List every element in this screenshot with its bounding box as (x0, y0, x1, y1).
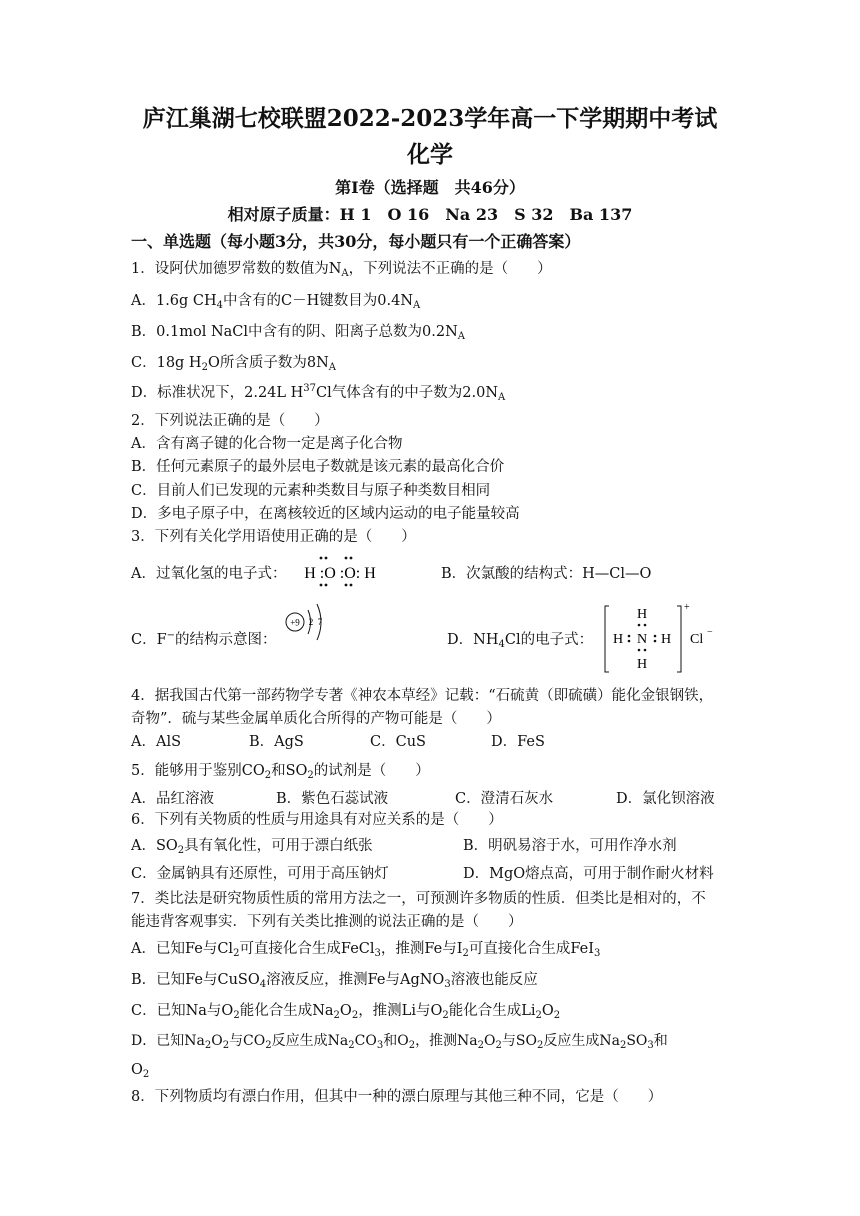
shell2-electrons: 7 (317, 617, 323, 627)
nucleus-charge: +9 (290, 617, 300, 628)
q5-stem: 5．能够用于鉴别$CO_2$和$SO_2$的试剂是（ ） (131, 763, 430, 781)
ammonium-charge: + (684, 602, 690, 613)
q3-option-c: C．F−的结构示意图： (131, 630, 277, 648)
q2-option-b: B．任何元素原子的最外层电子数就是该元素的最高化合价 (131, 459, 505, 475)
q3-option-b: B．次氯酸的结构式：H—Cl—O (441, 566, 652, 582)
q2-option-d: D．多电子原子中，在离核较近的区域内运动的电子能量较高 (131, 506, 520, 522)
q5-option-c: C．澄清石灰水 (455, 791, 554, 807)
q7-stem-line2: 能违背客观事实．下列有关类比推测的说法正确的是（ ） (131, 914, 523, 930)
chloride-charge: − (707, 627, 713, 638)
q7-option-c: C．已知Na与$O_2$能化合生成$Na_2O_2$，推测Li与$O_2$能化合生成$Li_2O_2$ (131, 1003, 561, 1021)
chloride-ion: Cl (690, 632, 704, 647)
q3-stem: 3．下列有关化学用语使用正确的是（ ） (131, 529, 416, 545)
q6-option-a: A．$SO_2$具有氧化性，可用于漂白纸张 (131, 838, 373, 856)
q2-option-a: A．含有离子键的化合物一定是离子化合物 (131, 436, 403, 452)
q5-option-b: B．紫色石蕊试液 (276, 791, 389, 807)
q1-option-c: C．18g $H_2O$所含质子数为$8N_A$ (131, 355, 337, 373)
nh4-n: N (636, 632, 648, 647)
nh4cl-electron-formula (600, 600, 725, 682)
q4-stem-line1: 4．据我国古代第一部药物学专著《神农本草经》记载：“石硫黄（即硫磺）能化金银钢铁， (131, 688, 714, 704)
q1-option-a: A．1.6g $CH_4$中含有的C－H键数目为$0.4N_A$ (131, 293, 421, 311)
h2o2-formula-text: H :O :O: H (304, 565, 376, 582)
section-heading: 一、单选题（每小题3分，共30分，每小题只有一个正确答案） (131, 232, 581, 251)
subject-title: 化学 (407, 141, 453, 168)
q5-option-a: A．品红溶液 (131, 791, 214, 807)
q6-stem: 6．下列有关物质的性质与用途具有对应关系的是（ ） (131, 812, 503, 828)
exam-title: 庐江巢湖七校联盟2022-2023学年高一下学期期中考试 (142, 105, 718, 132)
nh4-h-left: H (612, 632, 624, 647)
atomic-masses: 相对原子质量：H 1 O 16 Na 23 S 32 Ba 137 (227, 205, 633, 224)
q2-stem: 2．下列说法正确的是（ ） (131, 413, 329, 429)
q6-option-c: C．金属钠具有还原性，可用于高压钠灯 (131, 866, 389, 882)
nh4-h-top: H (636, 607, 648, 622)
q8-stem: 8．下列物质均有漂白作用，但其中一种的漂白原理与其他三种不同，它是（ ） (131, 1089, 663, 1105)
q4-stem-line2: 奇物”．硫与某些金属单质化合所得的产物可能是（ ） (131, 711, 501, 727)
q2-option-c: C．目前人们已发现的元素种类数目与原子种类数目相同 (131, 483, 491, 499)
q6-option-d: D．MgO熔点高，可用于制作耐火材料 (463, 866, 714, 882)
q1-option-d: D．标准状况下，2.24L $H^{37}Cl$气体含有的中子数为$2.0N_A$ (131, 383, 506, 403)
q4-option-d: D．FeS (491, 734, 545, 750)
q7-option-b: B．已知Fe与CuSO$_4$溶液反应，推测Fe与AgNO$_3$溶液也能反应 (131, 972, 538, 990)
q4-option-a: A．AlS (131, 734, 182, 750)
q1-stem: 1．设阿伏加德罗常数的数值为$N_A$，下列说法不正确的是（ ） (131, 261, 552, 279)
q7-option-d-cont: $O_2$ (131, 1062, 150, 1080)
q7-option-a: A．已知Fe与$Cl_2$可直接化合生成FeCl$_3$，推测Fe与$I_2$可直接化合生成FeI$_3$ (131, 941, 601, 959)
q1-option-b: B．0.1mol NaCl中含有的阴、阳离子总数为$0.2N_A$ (131, 324, 465, 342)
q7-option-d: D．已知$Na_2O_2$与$CO_2$反应生成$Na_2CO_3$和$O_2$，推测$Na_2O_2$与$SO_2$反应生成$Na_2SO_3$和 (131, 1033, 668, 1051)
h2o2-electron-formula (290, 552, 390, 596)
nh4-h-right: H (660, 632, 672, 647)
q4-option-b: B．AgS (249, 734, 304, 750)
q4-option-c: C．CuS (370, 734, 426, 750)
q3-option-a: A．过氧化氢的电子式： (131, 566, 287, 582)
q3-option-d: D．$NH_4Cl$的电子式： (447, 632, 594, 650)
fluoride-structure-diagram (278, 598, 338, 652)
q7-stem-line1: 7．类比法是研究物质性质的常用方法之一，可预测许多物质的性质．但类比是相对的，不 (131, 891, 706, 907)
shell1-electrons: 2 (308, 617, 314, 627)
q6-option-b: B．明矾易溶于水，可用作净水剂 (463, 838, 677, 854)
nh4-h-bottom: H (636, 657, 648, 672)
part-heading: 第Ⅰ卷（选择题 共46分） (335, 178, 525, 197)
q5-option-d: D．氯化钡溶液 (616, 791, 715, 807)
